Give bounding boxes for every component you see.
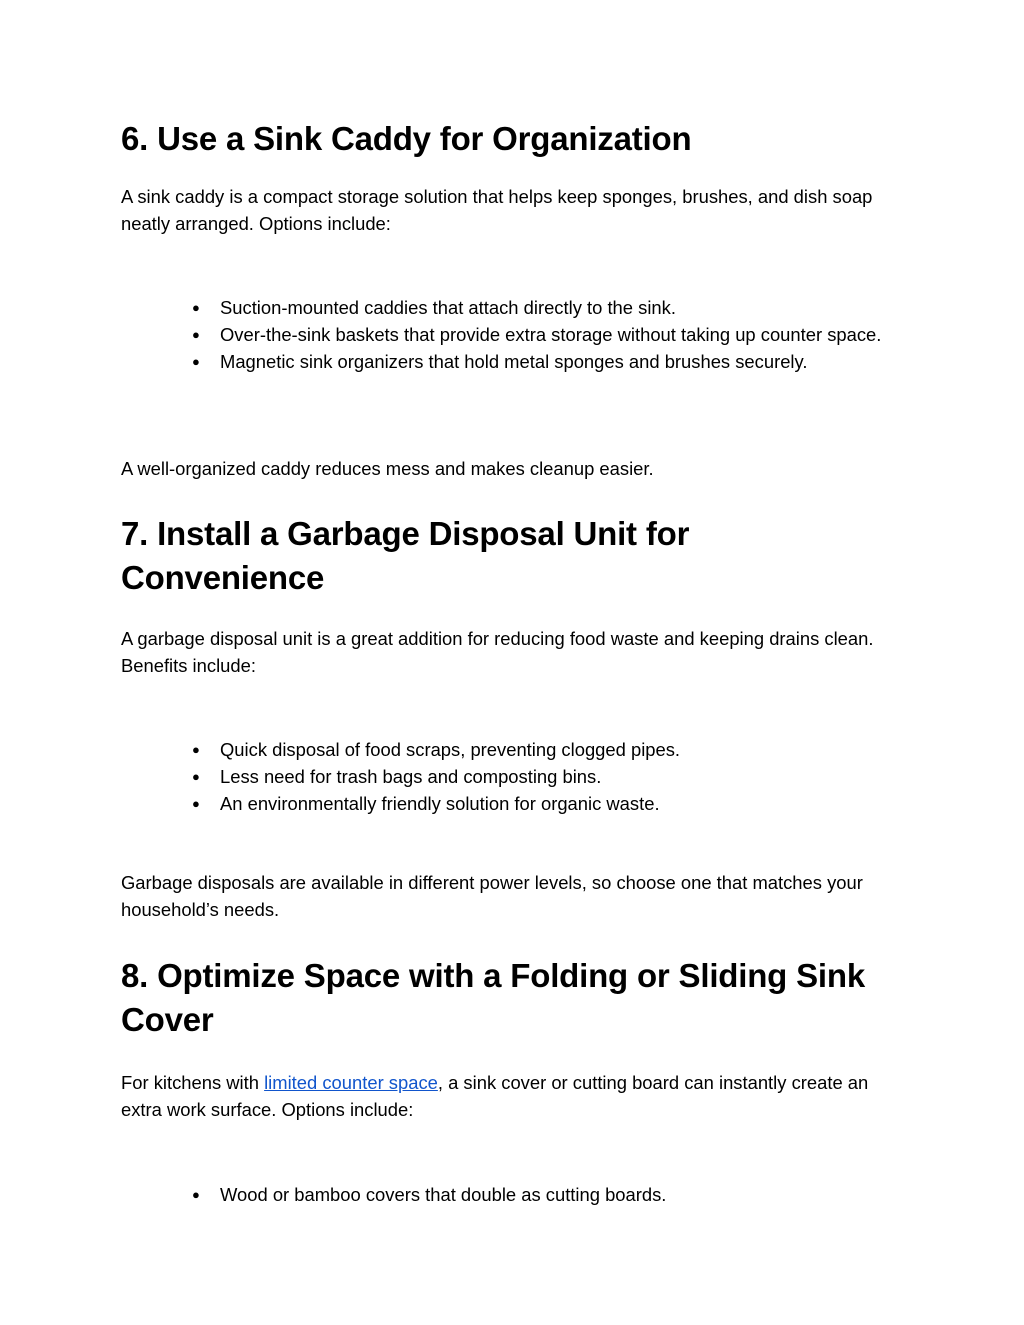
list-item: ● Over-the-sink baskets that provide extra storage without taking up counter space. — [187, 321, 887, 348]
section-6-intro: A sink caddy is a compact storage solution that helps keep sponges, brushes, and dish soap neatly arranged. Options include: — [121, 186, 873, 234]
bullet-icon: ● — [192, 796, 200, 811]
bullet-icon: ● — [192, 300, 200, 315]
list-item: ● Wood or bamboo covers that double as cutting boards. — [187, 1181, 887, 1208]
bullet-icon: ● — [192, 742, 200, 757]
section-7-bullet-list — [187, 736, 887, 817]
list-item: ● Suction-mounted caddies that attach directly to the sink. — [187, 294, 887, 321]
section-8-bullet-list — [187, 1181, 887, 1208]
list-item: ● Quick disposal of food scraps, preventing clogged pipes. — [187, 736, 887, 763]
section-7-intro: A garbage disposal unit is a great addition for reducing food waste and keeping drains clean. Benefits include: — [121, 628, 874, 676]
section-7-heading: 7. Install a Garbage Disposal Unit for Convenience — [121, 515, 690, 596]
bullet-icon: ● — [192, 769, 200, 784]
section-6-bullet-list — [187, 294, 887, 375]
bullet-icon: ● — [192, 327, 200, 342]
bullet-icon: ● — [192, 354, 200, 369]
section-6-heading: 6. Use a Sink Caddy for Organization — [121, 120, 692, 157]
list-item: ● An environmentally friendly solution for organic waste. — [187, 790, 887, 817]
list-item: ● Magnetic sink organizers that hold metal sponges and brushes securely. — [187, 348, 887, 375]
limited-counter-space-link[interactable]: limited counter space — [264, 1072, 438, 1093]
section-8-heading: 8. Optimize Space with a Folding or Sliding Sink Cover — [121, 957, 865, 1038]
section-7-closing: Garbage disposals are available in different power levels, so choose one that matches your household’s needs. — [121, 872, 863, 920]
section-6-closing: A well-organized caddy reduces mess and makes cleanup easier. — [121, 458, 654, 479]
bullet-icon: ● — [192, 1187, 200, 1202]
list-item: ● Less need for trash bags and composting bins. — [187, 763, 887, 790]
section-8-intro: For kitchens with limited counter space, a sink cover or cutting board can instantly create an extra work surface. Options include: — [121, 1072, 869, 1120]
